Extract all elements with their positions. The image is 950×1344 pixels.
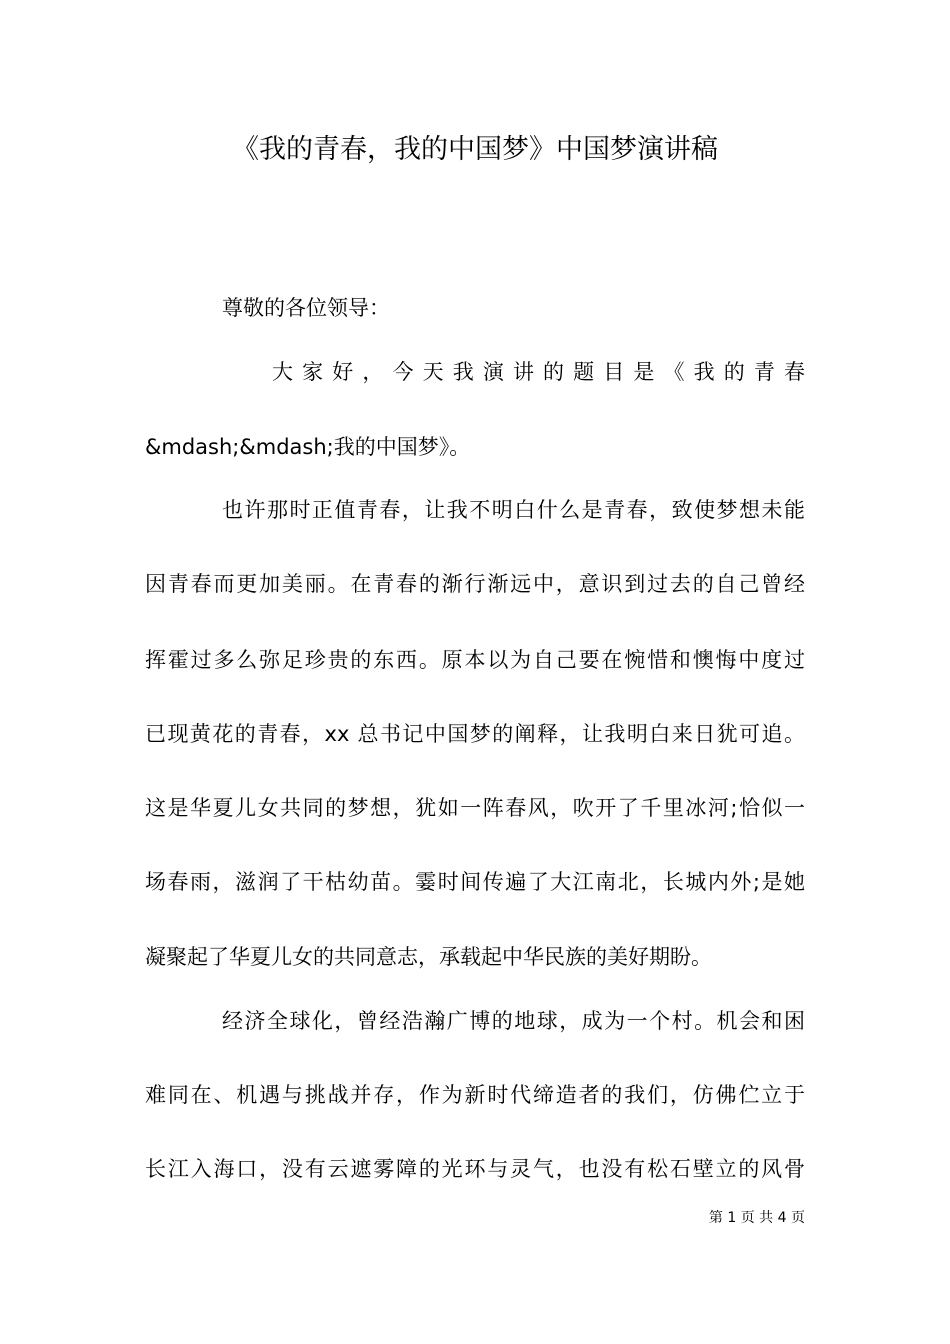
page-number: 第 1 页 共 4 页	[708, 1210, 805, 1226]
paragraph-line: 凝聚起了华夏儿女的共同意志，承载起中华民族的美好期盼。	[145, 945, 712, 969]
paragraph-line: 长江入海口，没有云遮雾障的光环与灵气，也没有松石壁立的风骨	[145, 1157, 805, 1181]
paragraph-line: 场春雨，滋润了干枯幼苗。霎时间传遍了大江南北，长城内外;是她	[145, 870, 805, 894]
paragraph-line: &mdash;&mdash;我的中国梦》。	[145, 435, 471, 459]
salutation: 尊敬的各位领导：	[222, 296, 390, 320]
paragraph-line: 这是华夏儿女共同的梦想，犹如一阵春风，吹开了千里冰河;恰似一	[145, 796, 805, 820]
paragraph-line: 大 家 好 ， 今 天 我 演 讲 的 题 目 是 《 我 的 青 春	[272, 360, 805, 384]
paragraph-line: 难同在、机遇与挑战并存，作为新时代缔造者的我们，仿佛伫立于	[145, 1083, 805, 1107]
paragraph-line: 也许那时正值青春，让我不明白什么是青春，致使梦想未能	[222, 498, 805, 522]
paragraph-line: 经济全球化，曾经浩瀚广博的地球，成为一个村。机会和困	[222, 1009, 805, 1033]
paragraph-line: 已现黄花的青春，xx 总书记中国梦的阐释，让我明白来日犹可追。	[145, 722, 805, 746]
paragraph-line: 因青春而更加美丽。在青春的渐行渐远中，意识到过去的自己曾经	[145, 572, 805, 596]
document-title: 《我的青春，我的中国梦》中国梦演讲稿	[232, 134, 718, 165]
paragraph-line: 挥霍过多么弥足珍贵的东西。原本以为自己要在惋惜和懊悔中度过	[145, 648, 805, 672]
